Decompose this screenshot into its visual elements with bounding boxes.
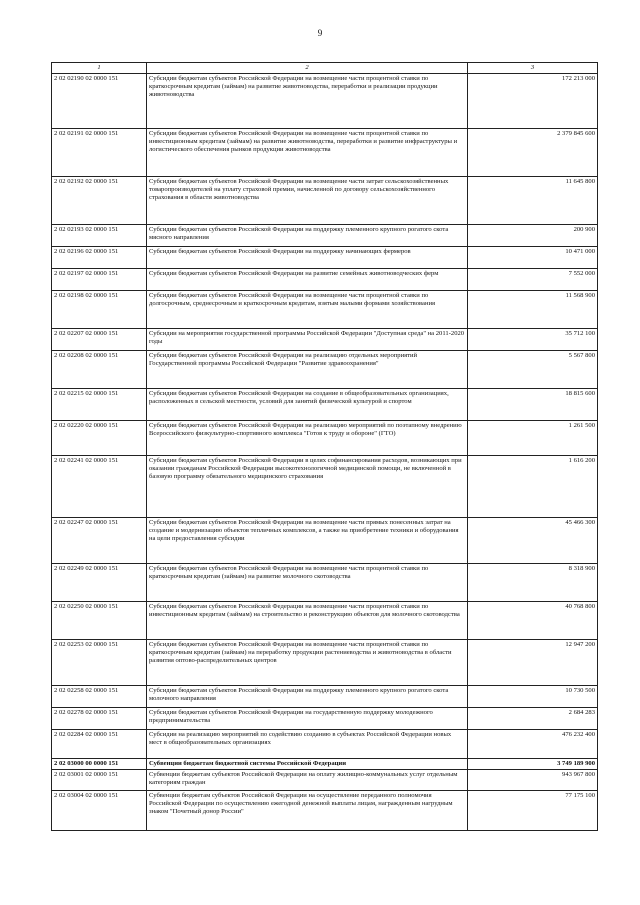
- table-row: [52, 129, 598, 177]
- row-amount: 35 712 100: [468, 329, 598, 351]
- row-code: 2 02 02190 02 0000 151: [52, 74, 147, 129]
- row-code: 2 02 02249 02 0000 151: [52, 564, 147, 602]
- row-amount: 10 471 000: [468, 247, 598, 269]
- row-name: Субсидии бюджетам субъектов Российской Федерации на возмещение части процентной ставки по долгосрочным, среднесрочным и краткосрочным кредитам, взятым малыми формами хозяйствования: [147, 291, 468, 329]
- row-amount: 1 616 200: [468, 456, 598, 518]
- row-name: Субвенции бюджетам субъектов Российской Федерации на осуществление переданного полномочия Российской Федерации по осуществлению ежегодной денежной выплаты лицам, награжденным нагрудным знаком "Почетный донор России": [147, 791, 468, 831]
- row-code: 2 02 02207 02 0000 151: [52, 329, 147, 351]
- row-amount: 7 552 000: [468, 269, 598, 291]
- table-row: [52, 770, 598, 791]
- row-code: 2 02 02250 02 0000 151: [52, 602, 147, 640]
- row-amount: 1 261 500: [468, 421, 598, 456]
- row-name: Субсидии бюджетам субъектов Российской Федерации на развитие семейных животноводческих ферм: [147, 269, 468, 291]
- row-amount: 11 568 900: [468, 291, 598, 329]
- row-amount: 3 749 189 900: [468, 759, 598, 770]
- row-code: 2 02 02192 02 0000 151: [52, 177, 147, 225]
- row-amount: 77 175 100: [468, 791, 598, 831]
- row-name: Субсидии бюджетам субъектов Российской Федерации на возмещение части процентной ставки по краткосрочным кредитам (займам) на развитие молочного скотоводства: [147, 564, 468, 602]
- row-name: Субвенции бюджетам бюджетной системы Российской Федерации: [147, 759, 468, 770]
- row-code: 2 02 02220 02 0000 151: [52, 421, 147, 456]
- table-row: [52, 389, 598, 421]
- row-name: Субсидии бюджетам субъектов Российской Федерации в целях софинансирования расходов, возникающих при оказании гражданам Российской Федерации высокотехнологичной медицинской помощи, не включенной в базовую программу обязательного медицинского страхования: [147, 456, 468, 518]
- row-amount: 172 213 000: [468, 74, 598, 129]
- row-amount: 8 318 900: [468, 564, 598, 602]
- row-code: 2 02 03004 02 0000 151: [52, 791, 147, 831]
- row-name: Субсидии бюджетам субъектов Российской Федерации на реализацию мероприятий по поэтапному внедрению Всероссийского физкультурно-спортивного комплекса "Готов к труду и обороне" (ГТО): [147, 421, 468, 456]
- row-name: Субсидии бюджетам субъектов Российской Федерации на поддержку племенного крупного рогатого скота молочного направления: [147, 686, 468, 708]
- row-code: 2 02 02193 02 0000 151: [52, 225, 147, 247]
- row-name: Субсидии бюджетам субъектов Российской Федерации на поддержку начинающих фермеров: [147, 247, 468, 269]
- table-row: [52, 759, 598, 770]
- table-row: [52, 225, 598, 247]
- table-row: [52, 791, 598, 831]
- row-name: Субсидии бюджетам субъектов Российской Федерации на создание в общеобразовательных организациях, расположенных в сельской местности, условий для занятий физической культурой и спортом: [147, 389, 468, 421]
- table-row: [52, 686, 598, 708]
- row-name: Субсидии бюджетам субъектов Российской Федерации на реализацию отдельных мероприятий Государственной программы Российской Федерации "Развитие здравоохранения": [147, 351, 468, 389]
- row-code: 2 02 02215 02 0000 151: [52, 389, 147, 421]
- row-amount: 476 232 400: [468, 730, 598, 759]
- row-code: 2 02 02278 02 0000 151: [52, 708, 147, 730]
- table-row: [52, 730, 598, 759]
- table-row: [52, 564, 598, 602]
- row-code: 2 02 02247 02 0000 151: [52, 518, 147, 564]
- row-amount: 200 900: [468, 225, 598, 247]
- row-code: 2 02 03000 00 0000 151: [52, 759, 147, 770]
- table-row: [52, 269, 598, 291]
- row-code: 2 02 02253 02 0000 151: [52, 640, 147, 686]
- row-name: Субсидии на реализацию мероприятий по содействию созданию в субъектах Российской Федерации новых мест в общеобразовательных организациях: [147, 730, 468, 759]
- row-code: 2 02 02241 02 0000 151: [52, 456, 147, 518]
- page-number: 9: [317, 28, 323, 38]
- row-name: Субсидии бюджетам субъектов Российской Федерации на возмещение части прямых понесенных затрат на создание и модернизацию объектов тепличных комплексов, а также на приобретение техники и оборудования на цели предоставления субсидии: [147, 518, 468, 564]
- table-row: [52, 708, 598, 730]
- row-name: Субсидии бюджетам субъектов Российской Федерации на поддержку племенного крупного рогатого скота мясного направления: [147, 225, 468, 247]
- row-code: 2 02 02196 02 0000 151: [52, 247, 147, 269]
- row-name: Субсидии на мероприятия государственной программы Российской Федерации "Доступная среда" на 2011-2020 годы: [147, 329, 468, 351]
- table-row: [52, 177, 598, 225]
- row-amount: 2 684 283: [468, 708, 598, 730]
- table-row: [52, 602, 598, 640]
- row-code: 2 02 02284 02 0000 151: [52, 730, 147, 759]
- row-name: Субсидии бюджетам субъектов Российской Федерации на возмещение части затрат сельскохозяйственных товаропроизводителей на уплату страховой премии, начисленной по договору сельскохозяйственного страхования в области животноводства: [147, 177, 468, 225]
- row-name: Субсидии бюджетам субъектов Российской Федерации на возмещение части процентной ставки по краткосрочным кредитам (займам) на развитие животноводства, переработки и реализации продукции животноводства: [147, 74, 468, 129]
- table-row: [52, 74, 598, 129]
- table-row: [52, 291, 598, 329]
- row-amount: 11 645 800: [468, 177, 598, 225]
- column-header-name: 2: [147, 63, 468, 74]
- table-row: [52, 329, 598, 351]
- table-row: [52, 456, 598, 518]
- row-code: 2 02 02197 02 0000 151: [52, 269, 147, 291]
- row-amount: 12 947 200: [468, 640, 598, 686]
- row-code: 2 02 02191 02 0000 151: [52, 129, 147, 177]
- row-amount: 943 967 800: [468, 770, 598, 791]
- row-name: Субсидии бюджетам субъектов Российской Федерации на возмещение части процентной ставки по краткосрочным кредитам (займам) на переработку продукции растениеводства и животноводства в области развития оптово-распределительных центров: [147, 640, 468, 686]
- row-amount: 45 466 300: [468, 518, 598, 564]
- row-amount: 5 567 800: [468, 351, 598, 389]
- row-amount: 18 815 600: [468, 389, 598, 421]
- column-header-amount: 3: [468, 63, 598, 74]
- row-code: 2 02 02258 02 0000 151: [52, 686, 147, 708]
- row-code: 2 02 03001 02 0000 151: [52, 770, 147, 791]
- row-name: Субсидии бюджетам субъектов Российской Федерации на возмещение части процентной ставки по инвестиционным кредитам (займам) на развитие животноводства, переработки и развитие инфраструктуры и логистического обеспечения рынков продукции животноводства: [147, 129, 468, 177]
- row-code: 2 02 02198 02 0000 151: [52, 291, 147, 329]
- table-row: [52, 247, 598, 269]
- table-row: [52, 421, 598, 456]
- row-name: Субсидии бюджетам субъектов Российской Федерации на государственную поддержку молодежного предпринимательства: [147, 708, 468, 730]
- row-name: Субсидии бюджетам субъектов Российской Федерации на возмещение части процентной ставки по инвестиционным кредитам (займам) на строительство и реконструкцию объектов для молочного скотоводства: [147, 602, 468, 640]
- column-header-code: 1: [52, 63, 147, 74]
- table-header-row: [52, 63, 598, 74]
- row-code: 2 02 02208 02 0000 151: [52, 351, 147, 389]
- row-amount: 10 730 500: [468, 686, 598, 708]
- row-amount: 40 768 800: [468, 602, 598, 640]
- table-row: [52, 640, 598, 686]
- row-amount: 2 379 845 600: [468, 129, 598, 177]
- row-name: Субвенции бюджетам субъектов Российской Федерации на оплату жилищно-коммунальных услуг отдельным категориям граждан: [147, 770, 468, 791]
- table-row: [52, 351, 598, 389]
- budget-revenue-table: [51, 62, 598, 831]
- table-row: [52, 518, 598, 564]
